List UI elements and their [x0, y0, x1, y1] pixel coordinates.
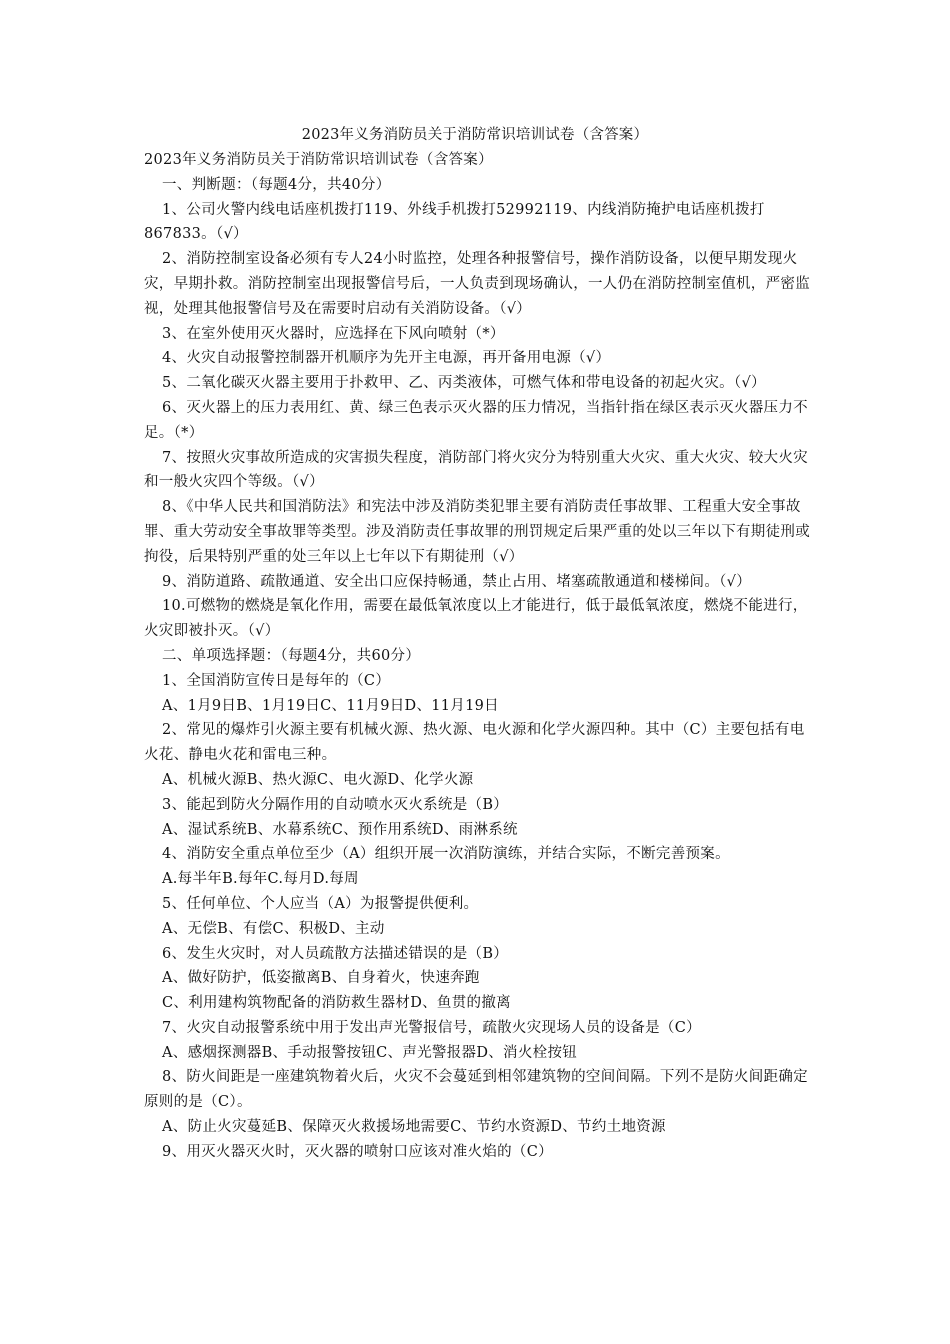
paragraph: 8、《中华人民共和国消防法》和宪法中涉及消防类犯罪主要有消防责任事故罪、工程重大安全事故罪、重大劳动安全事故罪等类型。涉及消防责任事故罪的刑罚规定后果严重的处以三年以下有期徒刑或拘役，后果特别严重的处三年以上七年以下有期徒刑（√） [144, 499, 810, 565]
paragraph: A.每半年B.每年C.每月D.每周 [162, 871, 359, 888]
paragraph: 6、灭火器上的压力表用红、黄、绿三色表示灭火器的压力情况，当指针指在绿区表示灭火器压力不足。（*） [144, 399, 808, 441]
paragraph: A、感烟探测器B、手动报警按钮C、声光警报器D、消火栓按钮 [162, 1044, 578, 1061]
paragraph: A、无偿B、有偿C、积极D、主动 [162, 920, 385, 937]
paragraph: 2、常见的爆炸引火源主要有机械火源、热火源、电火源和化学火源四种。其中（C）主要包括有电火花、静电火花和雷电三种。 [144, 722, 805, 764]
paragraph: A、湿试系统B、水幕系统C、预作用系统D、雨淋系统 [162, 821, 518, 838]
paragraph: 10.可燃物的燃烧是氧化作用，需要在最低氧浓度以上才能进行，低于最低氧浓度，燃烧不能进行，火灾即被扑灭。（√） [144, 598, 808, 640]
paragraph: 一、判断题：（每题4分，共40分） [162, 176, 391, 193]
paragraph: A、1月9日B、1月19日C、11月9日D、11月19日 [162, 697, 499, 714]
document-title: 2023年义务消防员关于消防常识培训试卷（含答案） [301, 127, 649, 143]
paragraph: 9、用灭火器灭火时，灭火器的喷射口应该对准火焰的（C） [162, 1143, 553, 1160]
paragraph: 5、任何单位、个人应当（A）为报警提供便利。 [162, 895, 479, 912]
paragraph: 5、二氧化碳灭火器主要用于扑救甲、乙、丙类液体，可燃气体和带电设备的初起火灾。（√） [162, 375, 766, 392]
document-body [144, 148, 816, 1165]
paragraph: C、利用建构筑物配备的消防救生器材D、鱼贯的撤离 [162, 995, 511, 1012]
paragraph: 9、消防道路、疏散通道、安全出口应保持畅通，禁止占用、堵塞疏散通道和楼梯间。（√） [162, 573, 752, 590]
paragraph: 2、消防控制室设备必须有专人24小时监控，处理各种报警信号，操作消防设备，以便早期发现火灾，早期扑救。消防控制室出现报警信号后，一人负责到现场确认，一人仍在消防控制室值机，严密监视，处理其他报警信号及在需要时启动有关消防设备。（√） [144, 251, 810, 317]
paragraph: A、机械火源B、热火源C、电火源D、化学火源 [162, 771, 474, 788]
paragraph: 7、火灾自动报警系统中用于发出声光警报信号，疏散火灾现场人员的设备是（C） [162, 1019, 701, 1036]
document-subtitle: 2023年义务消防员关于消防常识培训试卷（含答案） [144, 152, 493, 168]
paragraph: 4、火灾自动报警控制器开机顺序为先开主电源，再开备用电源（√） [162, 350, 611, 367]
paragraph: 1、全国消防宣传日是每年的（C） [162, 672, 391, 689]
paragraph: 3、能起到防火分隔作用的自动喷水灭火系统是（B） [162, 796, 509, 813]
paragraph: 4、消防安全重点单位至少（A）组织开展一次消防演练，并结合实际，不断完善预案。 [162, 846, 730, 863]
paragraph: 3、在室外使用灭火器时，应选择在下风向喷射（*） [162, 325, 505, 342]
paragraph: 7、按照火灾事故所造成的灾害损失程度，消防部门将火灾分为特别重大火灾、重大火灾、较大火灾和一般火灾四个等级。（√） [144, 449, 808, 491]
paragraph: 1、公司火警内线电话座机拨打119、外线手机拨打52992119、内线消防掩护电话座机拨打867833。（√） [144, 201, 765, 243]
paragraph: 二、单项选择题：（每题4分，共60分） [162, 647, 421, 664]
paragraph: 6、发生火灾时，对人员疏散方法描述错误的是（B） [162, 945, 509, 962]
paragraph: 8、防火间距是一座建筑物着火后，火灾不会蔓延到相邻建筑物的空间间隔。下列不是防火间距确定原则的是（C）。 [144, 1069, 808, 1111]
paragraph: A、防止火灾蔓延B、保障灭火救援场地需要C、节约水资源D、节约土地资源 [162, 1119, 666, 1136]
paragraph: A、做好防护，低姿撤离B、自身着火，快速奔跑 [162, 970, 480, 987]
